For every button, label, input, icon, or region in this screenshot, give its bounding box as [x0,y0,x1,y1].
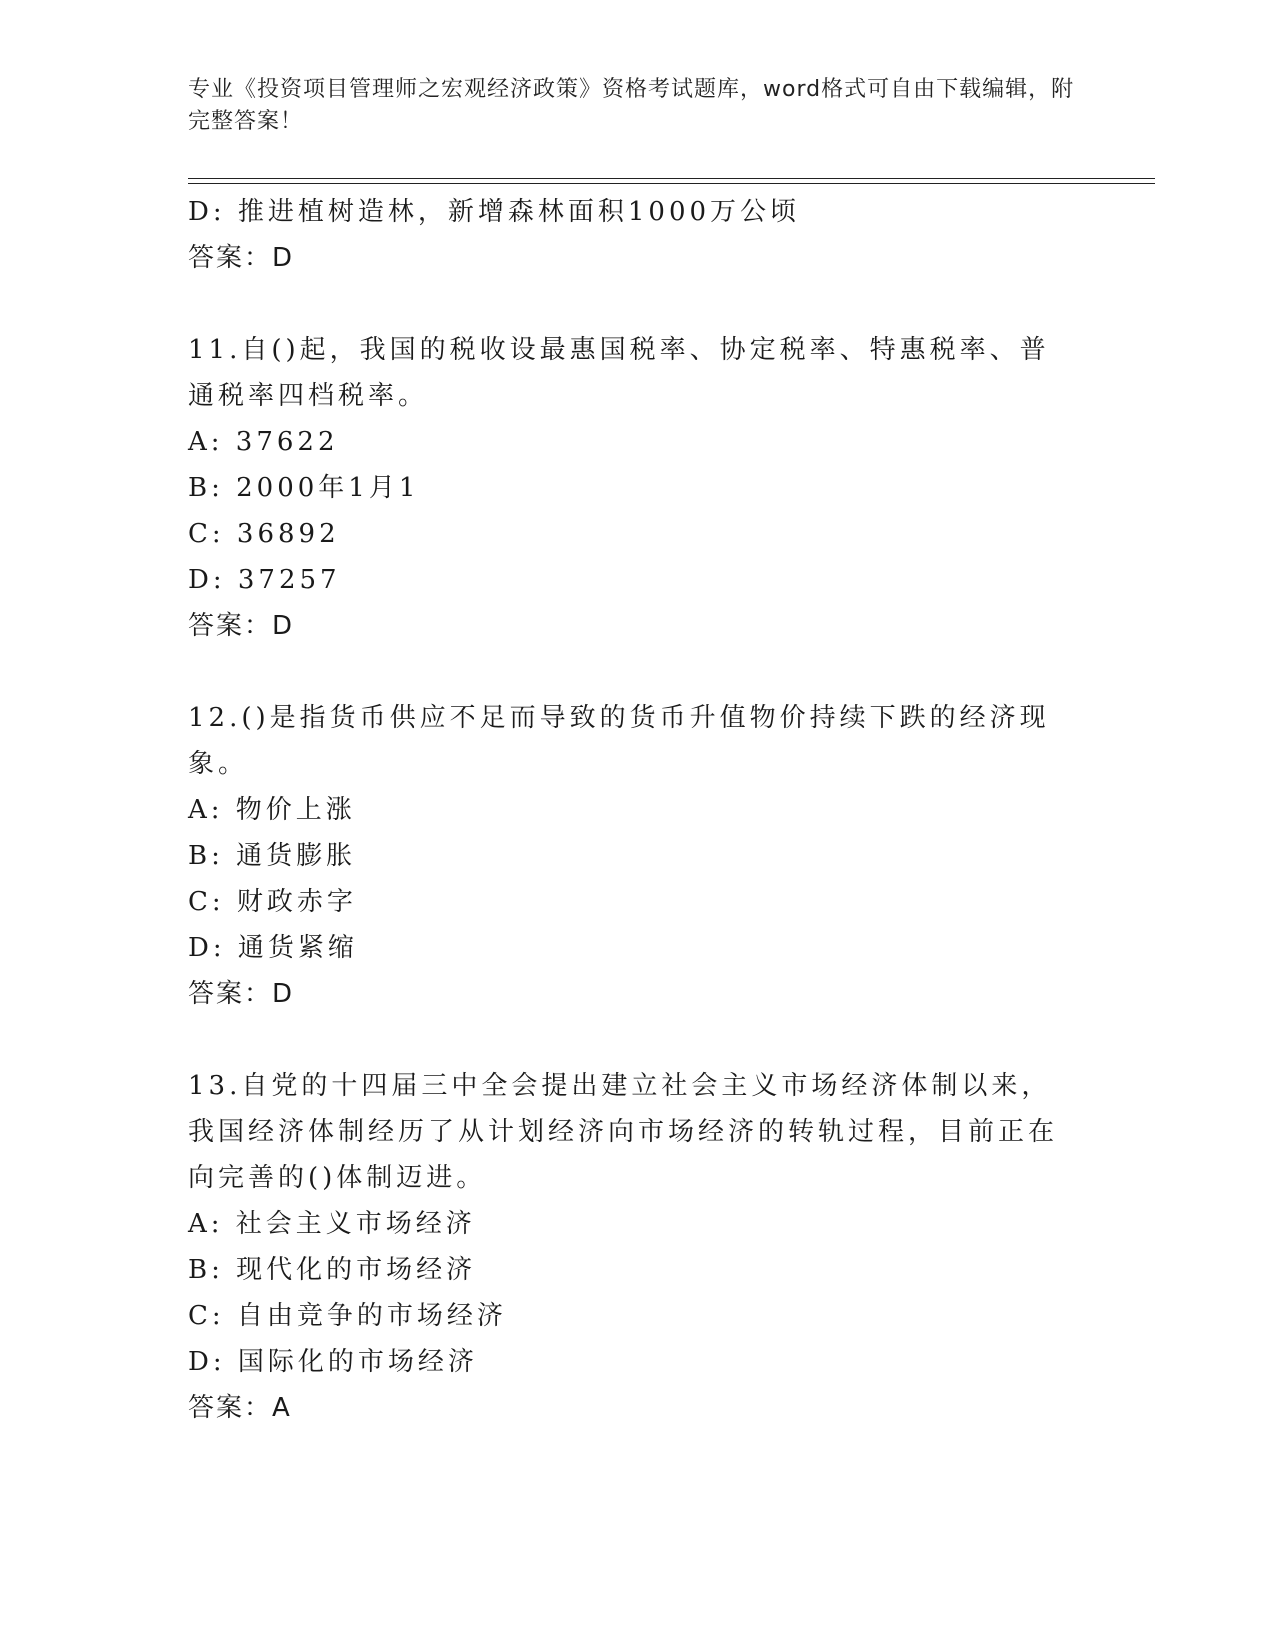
option-c: C: 自由竞争的市场经济 [188,1301,507,1331]
question-12 [188,695,1088,1017]
question-stem: 11.自()起，我国的税收设最惠国税率、协定税率、特惠税率、普通税率四档税率。 [188,335,1050,411]
header-divider [188,178,1155,184]
option-a: A: 物价上涨 [188,795,356,825]
question-stem: 12.()是指货币供应不足而导致的货币升值物价持续下跌的经济现象。 [188,703,1050,779]
option-a: A: 社会主义市场经济 [188,1209,476,1239]
answer: 答案：D [188,611,295,641]
answer: 答案：D [188,979,295,1009]
question-stem: 13.自党的十四届三中全会提出建立社会主义市场经济体制以来，我国经济体制经历了从计划经济向市场经济的转轨过程，目前正在向完善的()体制迈进。 [188,1071,1059,1193]
question-13 [188,1063,1088,1431]
question-content [188,189,1088,1431]
option-d: D: 37257 [188,565,341,595]
document-header: 专业《投资项目管理师之宏观经济政策》资格考试题库，word格式可自由下载编辑，附完整答案！ [188,77,1075,134]
question-11 [188,327,1088,649]
answer: 答案：A [188,1393,292,1423]
option-d-prev: D: 推进植树造林，新增森林面积1000万公顷 [188,197,801,227]
answer-prev: 答案：D [188,243,295,273]
option-a: A: 37622 [188,427,339,457]
option-c: C: 36892 [188,519,340,549]
option-b: B: 现代化的市场经济 [188,1255,477,1285]
option-d: D: 国际化的市场经济 [188,1347,478,1377]
option-b: B: 2000年1月1 [188,473,420,503]
option-c: C: 财政赤字 [188,887,357,917]
option-d: D: 通货紧缩 [188,933,358,963]
option-b: B: 通货膨胀 [188,841,357,871]
